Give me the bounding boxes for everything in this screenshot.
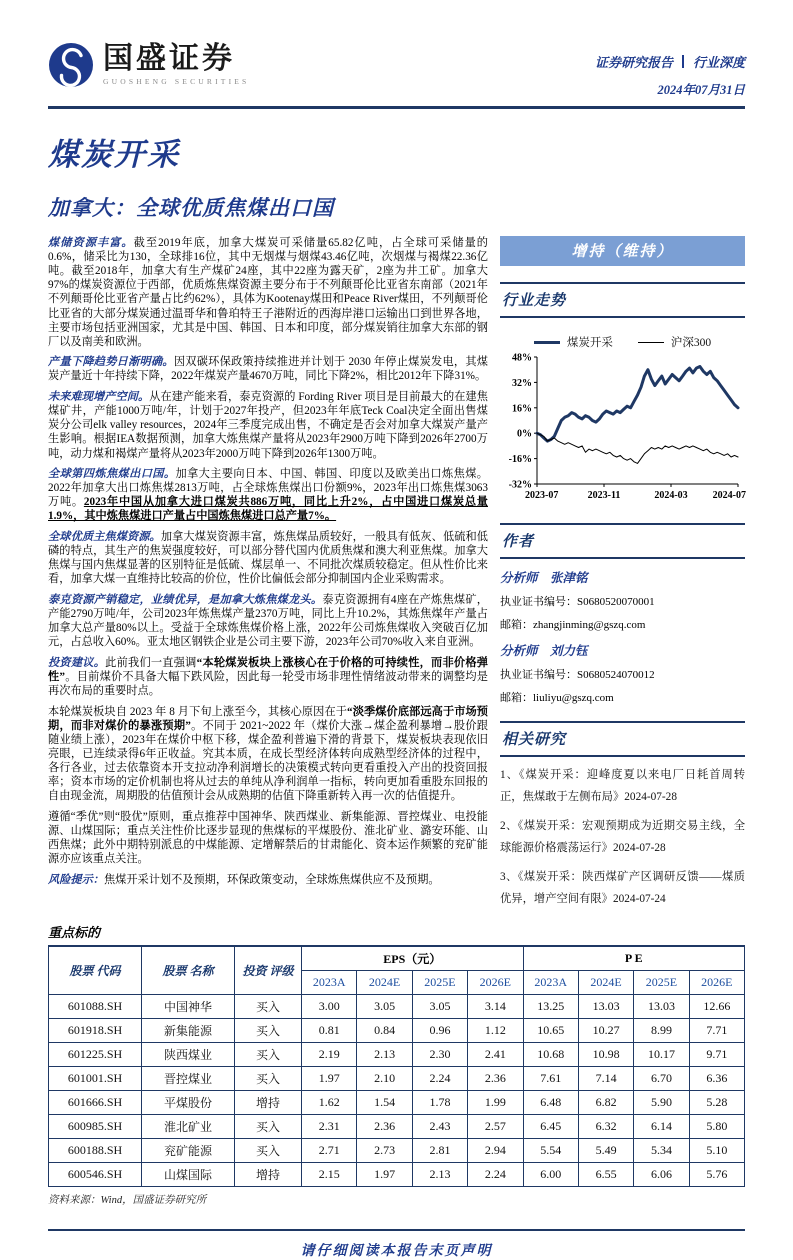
col-header-name: 股票 名称 [142, 946, 235, 995]
table-cell: 买入 [235, 1139, 302, 1163]
hs300-line-swatch [638, 342, 664, 343]
table-cell: 601225.SH [49, 1043, 142, 1067]
table-cell: 2.36 [357, 1115, 412, 1139]
table-cell: 6.32 [578, 1115, 633, 1139]
table-cell: 10.27 [578, 1019, 633, 1043]
table-cell: 买入 [235, 1115, 302, 1139]
footer-rule [48, 1229, 745, 1231]
table-cell: 2.13 [357, 1043, 412, 1067]
table-cell: 2.36 [468, 1067, 523, 1091]
table-cell: 新集能源 [142, 1019, 235, 1043]
svg-text:-16%: -16% [508, 454, 532, 466]
analyst-role-name: 分析师 刘力钰 [500, 644, 588, 658]
col-group-eps: EPS（元） [302, 946, 524, 971]
table-cell: 5.80 [689, 1115, 744, 1139]
report-type-label: 证券研究报告 [594, 55, 673, 70]
table-cell: 2.24 [412, 1067, 467, 1091]
table-cell: 5.90 [634, 1091, 689, 1115]
table-row [49, 995, 745, 1019]
table-cell: 601666.SH [49, 1091, 142, 1115]
table-cell: 601001.SH [49, 1067, 142, 1091]
table-row [49, 1139, 745, 1163]
table-cell: 0.81 [302, 1019, 357, 1043]
stock-table-body [49, 995, 745, 1187]
related-research-item: 3、《煤炭开采：陕西煤矿产区调研反馈——煤质优异，增产空间有限》2024-07-24 [500, 871, 745, 906]
table-cell: 1.54 [357, 1091, 412, 1115]
table-cell: 601918.SH [49, 1019, 142, 1043]
table-row [49, 1091, 745, 1115]
table-cell: 2.30 [412, 1043, 467, 1067]
table-cell: 1.12 [468, 1019, 523, 1043]
table-cell: 9.71 [689, 1043, 744, 1067]
body-paragraph: 全球优质主焦煤资源。加拿大煤炭资源丰富，炼焦煤品质较好，一般具有低灰、低硫和低磷的特点，其生产的焦炭强度较好，可以部分替代国内优质焦煤和澳大利亚焦煤。加拿大焦煤与国内焦煤显著的区别特征是低硫、煤层单一、不同批次煤质较稳定。但从性价比来看，加拿大煤一直维持比较高的价位，性价比偏低会部分抑制国内企业采购需求。 [48, 531, 488, 586]
brand-name: 国盛证券 [103, 42, 235, 75]
table-cell: 7.14 [578, 1067, 633, 1091]
eps-year-2023a: 2023A [302, 971, 357, 995]
table-cell: 6.70 [634, 1067, 689, 1091]
industry-trend-title: 行业走势 [500, 282, 745, 318]
table-cell: 陕西煤业 [142, 1043, 235, 1067]
svg-text:-32%: -32% [508, 479, 532, 491]
table-cell: 6.06 [634, 1163, 689, 1187]
related-title: 相关研究 [500, 721, 745, 757]
table-cell: 中国神华 [142, 995, 235, 1019]
page-title: 煤炭开采 [48, 137, 180, 172]
table-cell: 2.43 [412, 1115, 467, 1139]
svg-text:2023-11: 2023-11 [587, 490, 621, 501]
rating-badge: 增持（维持） [500, 236, 745, 266]
body-paragraph: 煤储资源丰富。截至2019年底，加拿大煤炭可采储量65.82亿吨，占全球可采储量的0.6%，储采比为130，全球排16位，其中无烟煤与烟煤43.46亿吨，次烟煤与褐煤22.36亿吨。截至2018年，加拿大有生产煤矿24座，其中22座为露天矿，2座为井工矿。加拿大97%的煤炭资源位于西部，优质炼焦煤资源主要分布于不列颠哥伦比亚省东南部（2021年不列颠哥伦比亚省产量占比约62%），具体为Kootenay煤田和Peace River煤田，不列颠哥伦比亚省的大部分煤炭通过温哥华和鲁珀特王子港附近的西海岸港口运输出口到世界各地，主要市场包括亚洲国家，尤其是中国、韩国、日本和印度，部分煤炭销往加拿大东部的钢厂以及南美和欧洲。 [48, 237, 488, 348]
table-cell: 兖矿能源 [142, 1139, 235, 1163]
eps-year-2024e: 2024E [357, 971, 412, 995]
footer-disclaimer: 请仔细阅读本报告末页声明 [300, 1244, 493, 1260]
stock-table-head [49, 946, 745, 995]
related-research-item: 2、《煤炭开采：宏观预期成为近期交易主线，全球能源价格震荡运行》2024-07-28 [500, 820, 745, 855]
legend-coal-label: 煤炭开采 [566, 337, 613, 349]
analyst-cert: 执业证书编号：S0680520070001 [500, 596, 655, 608]
table-row [49, 1019, 745, 1043]
table-cell: 0.96 [412, 1019, 467, 1043]
analyst-cert: 执业证书编号：S0680524070012 [500, 669, 655, 681]
table-cell: 买入 [235, 1067, 302, 1091]
report-header [48, 42, 745, 98]
table-cell: 13.03 [634, 995, 689, 1019]
table-cell: 0.84 [357, 1019, 412, 1043]
brand-name-en: GUOSHENG SECURITIES [103, 77, 250, 86]
table-cell: 平煤股份 [142, 1091, 235, 1115]
brand [48, 42, 249, 88]
table-cell: 10.17 [634, 1043, 689, 1067]
table-cell: 3.05 [357, 995, 412, 1019]
related-list [500, 764, 745, 910]
table-cell: 5.34 [634, 1139, 689, 1163]
table-cell: 10.65 [523, 1019, 578, 1043]
table-cell: 6.14 [634, 1115, 689, 1139]
table-cell: 1.97 [357, 1163, 412, 1187]
table-cell: 6.00 [523, 1163, 578, 1187]
analyst-email: 邮箱：zhangjinming@gszq.com [500, 619, 646, 631]
table-cell: 2.10 [357, 1067, 412, 1091]
stock-table-title: 重点标的 [48, 925, 101, 941]
svg-text:16%: 16% [512, 403, 532, 415]
table-cell: 2.24 [468, 1163, 523, 1187]
table-row [49, 1043, 745, 1067]
eps-year-2026e: 2026E [468, 971, 523, 995]
table-cell: 增持 [235, 1091, 302, 1115]
table-cell: 3.05 [412, 995, 467, 1019]
col-header-code: 股票 代码 [49, 946, 142, 995]
table-cell: 5.28 [689, 1091, 744, 1115]
authors-title: 作者 [500, 523, 745, 559]
coal-line-swatch [534, 341, 560, 344]
body-paragraph: 本轮煤炭板块自 2023 年 8 月下旬上涨至今，其核心原因在于“淡季煤价底部远高于市场预期，而非对煤价的暴涨预期”。不同于 2021~2022 年（煤价大涨→煤企盈利暴增→股价跟随业绩上涨），2023年在煤价中枢下移，煤企盈利普遍下滑的背景下，煤炭板块表现依旧亮眼，已连续录得6年正收益。究其本质，在成长型经济体转向成熟型经济体的过程中，各行各业，过去依靠资本开支拉动净利润增长的决策模式转向更看重投入产出的投资回报率；资本市场的定价机制也将从过去的单纯从净利润单一指标，转向更加看重股东回报的自由现金流，周期股的估值预计会从成熟期的估值下降重新转入再一次的估值提升。 [48, 705, 488, 803]
table-cell: 买入 [235, 1019, 302, 1043]
table-cell: 10.98 [578, 1043, 633, 1067]
table-cell: 买入 [235, 995, 302, 1019]
col-group-pe: P E [523, 946, 745, 971]
table-cell: 10.68 [523, 1043, 578, 1067]
industry-chart-svg [500, 352, 745, 504]
pe-year-2024e: 2024E [578, 971, 633, 995]
table-cell: 8.99 [634, 1019, 689, 1043]
table-cell: 5.49 [578, 1139, 633, 1163]
legend-hs300-label: 沪深300 [670, 337, 712, 349]
header-divider [682, 55, 684, 68]
table-cell: 增持 [235, 1163, 302, 1187]
svg-text:2024-07: 2024-07 [712, 490, 746, 501]
table-cell: 601088.SH [49, 995, 142, 1019]
table-cell: 5.54 [523, 1139, 578, 1163]
svg-text:2024-03: 2024-03 [654, 490, 688, 501]
table-source: 资料来源：Wind，国盛证券研究所 [48, 1195, 207, 1207]
report-body [48, 236, 488, 910]
analyst-role-name: 分析师 张津铭 [500, 571, 588, 585]
table-row [49, 1067, 745, 1091]
table-cell: 6.48 [523, 1091, 578, 1115]
table-cell: 6.82 [578, 1091, 633, 1115]
table-cell: 3.14 [468, 995, 523, 1019]
table-cell: 淮北矿业 [142, 1115, 235, 1139]
table-row [49, 1115, 745, 1139]
table-cell: 山煤国际 [142, 1163, 235, 1187]
analyst-email: 邮箱：liuliyu@gszq.com [500, 692, 614, 704]
body-paragraph: 遵循“季优”则“股优”原则，重点推荐中国神华、陕西煤业、新集能源、晋控煤业、电投能源、山煤国际；重点关注性价比逐步显现的焦煤标的平煤股份、淮北矿业、潞安环能、山西焦煤；此外中期特别派息的中煤能源、定增解禁后的甘肃能化、资本运作频繁的兖矿能源亦应该重点关注。 [48, 811, 488, 866]
table-cell: 1.62 [302, 1091, 357, 1115]
pe-year-2025e: 2025E [634, 971, 689, 995]
pe-year-2023a: 2023A [523, 971, 578, 995]
header-rule [48, 106, 745, 109]
table-cell: 2.13 [412, 1163, 467, 1187]
table-cell: 2.31 [302, 1115, 357, 1139]
table-cell: 6.45 [523, 1115, 578, 1139]
table-cell: 6.36 [689, 1067, 744, 1091]
pe-year-2026e: 2026E [689, 971, 744, 995]
guosheng-logo-icon [48, 42, 94, 88]
body-paragraph: 风险提示：焦煤开采计划不及预期，环保政策变动，全球炼焦煤供应不及预期。 [48, 873, 440, 886]
related-research-item: 1、《煤炭开采：迎峰度夏以来电厂日耗首周转正，焦煤敢于左侧布局》2024-07-28 [500, 769, 745, 804]
chart-legend [500, 334, 745, 350]
table-cell: 1.97 [302, 1067, 357, 1091]
table-cell: 晋控煤业 [142, 1067, 235, 1091]
table-cell: 2.15 [302, 1163, 357, 1187]
brand-text [103, 44, 249, 86]
table-cell: 13.25 [523, 995, 578, 1019]
table-cell: 7.71 [689, 1019, 744, 1043]
table-cell: 2.73 [357, 1139, 412, 1163]
table-cell: 600188.SH [49, 1139, 142, 1163]
table-cell: 5.10 [689, 1139, 744, 1163]
table-cell: 2.57 [468, 1115, 523, 1139]
body-paragraph: 全球第四炼焦煤出口国。加拿大主要向日本、中国、韩国、印度以及欧美出口炼焦煤。2022年加拿大出口炼焦煤2813万吨，占全球炼焦煤出口份额9%，2023年出口炼焦煤3063万吨。2023年中国从加拿大进口煤炭共886万吨，同比上升2%，占中国进口煤炭总量1.9%，其中炼焦煤进口产量占中国炼焦煤进口总产量7%。 [48, 468, 488, 523]
svg-text:48%: 48% [512, 352, 532, 364]
body-paragraph: 泰克资源产销稳定，业绩优异，是加拿大炼焦煤龙头。泰克资源拥有4座在产炼焦煤矿，产能2790万吨/年，公司2023年炼焦煤产量2370万吨，同比上升10.2%，其炼焦煤年产量占加拿大总产量80%以上。受益于全球炼焦煤价格上涨，2022年公司炼焦煤收入突破百亿加元，占总收入60%。亚太地区钢铁企业是公司主要下游，2023年公司70%收入来自亚洲。 [48, 594, 488, 649]
col-header-rating: 投资 评级 [235, 946, 302, 995]
table-cell: 2.94 [468, 1139, 523, 1163]
svg-text:32%: 32% [512, 377, 532, 389]
industry-chart [500, 352, 745, 507]
eps-year-2025e: 2025E [412, 971, 467, 995]
table-cell: 7.61 [523, 1067, 578, 1091]
table-cell: 6.55 [578, 1163, 633, 1187]
table-cell: 1.78 [412, 1091, 467, 1115]
report-category-label: 行业深度 [692, 55, 745, 70]
body-paragraph: 未来难现增产空间。从在建产能来看，泰克资源的 Fording River 项目是目前最大的在建焦煤矿井，产能1000万吨/年，计划于2027年投产，但2023年年底Teck Coal决定全面出售煤炭分公司elk valley resources，2024年三季度完成出售，不确定是否会对加拿大煤炭产量产生影响。根据IEA数据预测，加拿大炼焦煤产量将从2023年2900万吨下降到2026年2700万吨，动力煤和褐煤产量将从2023年2000万吨下降到2026年1300万吨。 [48, 391, 488, 460]
table-cell: 2.41 [468, 1043, 523, 1067]
header-meta [595, 42, 745, 98]
table-cell: 12.66 [689, 995, 744, 1019]
sidebar [500, 236, 745, 910]
table-cell: 2.81 [412, 1139, 467, 1163]
table-cell: 3.00 [302, 995, 357, 1019]
table-cell: 13.03 [578, 995, 633, 1019]
table-cell: 2.19 [302, 1043, 357, 1067]
report-date: 2024年07月31日 [657, 83, 745, 97]
body-paragraph: 投资建议。此前我们一直强调“本轮煤炭板块上涨核心在于价格的可持续性，而非价格弹性”。目前煤价不具备大幅下跌风险，因此每一轮受市场非理性情绪波动带来的调整均是再次布局的重要时点。 [48, 656, 488, 698]
svg-text:2023-07: 2023-07 [525, 490, 559, 501]
stock-table [48, 945, 745, 1187]
table-cell: 600985.SH [49, 1115, 142, 1139]
report-subtitle: 加拿大：全球优质焦煤出口国 [48, 196, 334, 220]
table-cell: 买入 [235, 1043, 302, 1067]
svg-text:0%: 0% [517, 428, 532, 440]
table-cell: 5.76 [689, 1163, 744, 1187]
table-row [49, 1163, 745, 1187]
table-cell: 600546.SH [49, 1163, 142, 1187]
body-paragraph: 产量下降趋势日渐明确。因双碳环保政策持续推进并计划于 2030 年停止煤炭发电，其煤炭产量近十年持续下降，2022年煤炭产量4670万吨，同比下降2%，相比2012年下降31%。 [48, 356, 488, 383]
table-cell: 2.71 [302, 1139, 357, 1163]
table-cell: 1.99 [468, 1091, 523, 1115]
authors-list [500, 568, 745, 705]
